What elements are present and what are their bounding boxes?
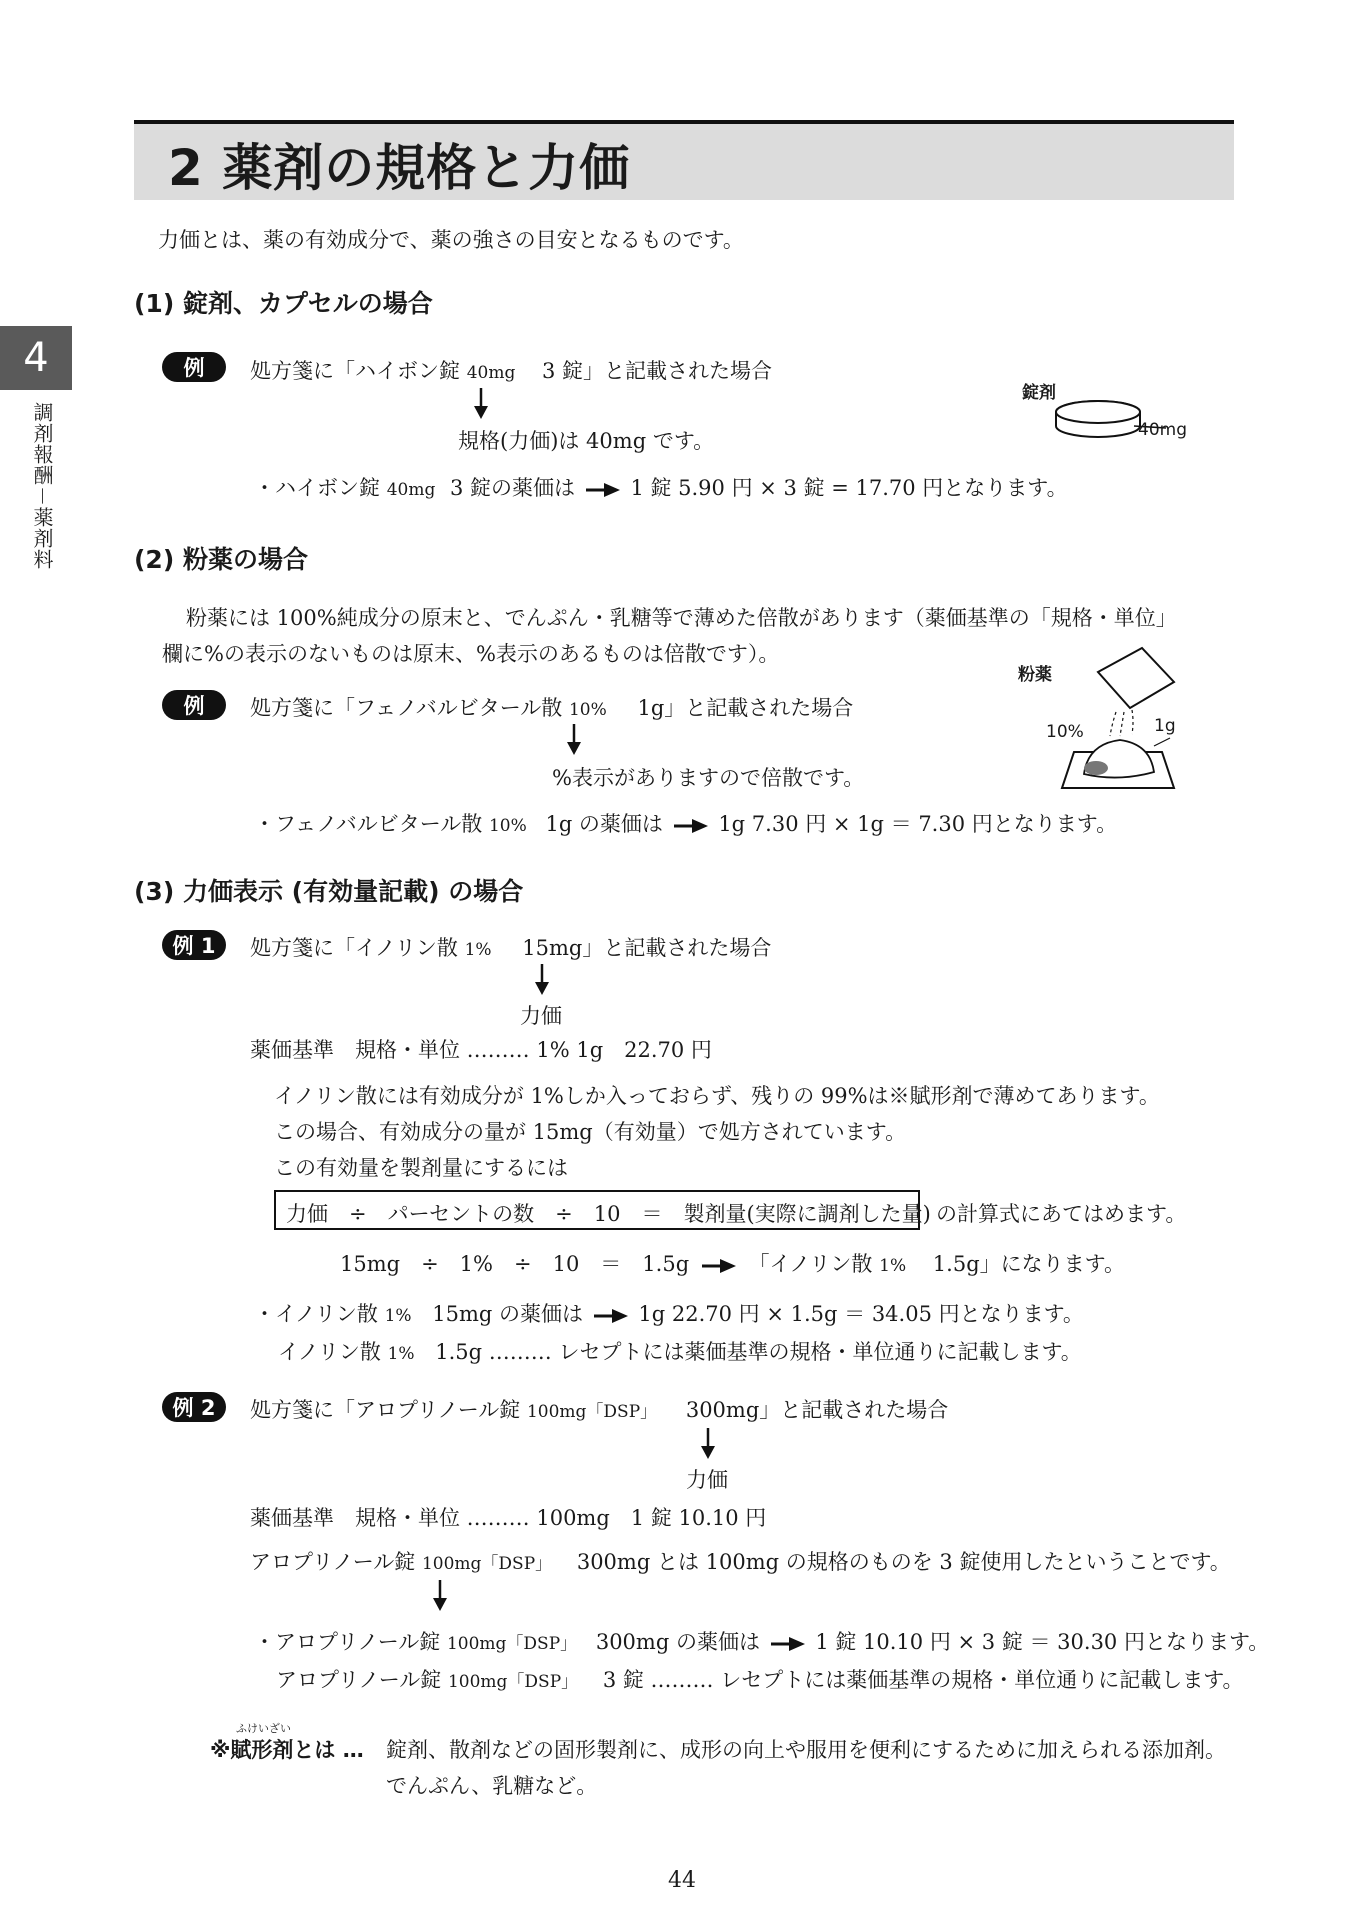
- arrow-right-icon: [586, 482, 620, 498]
- calculation-line: 15mg ÷ 1% ÷ 10 ＝ 1.5g 「イノリン散 1% 1.5g」になります。: [340, 1252, 1125, 1276]
- rx-line: 処方箋に「イノリン散 1% 15mg」と記載された場合: [250, 936, 772, 960]
- powder-figure-percent: 10%: [1046, 722, 1084, 742]
- page-number: 44: [668, 1868, 696, 1893]
- formula-text: 力価 ÷ パーセントの数 ÷ 10 ＝ 製剤量(実際に調剤した量): [286, 1202, 931, 1226]
- price-standard-line: 薬価基準 規格・単位 ……… 1% 1g 22.70 円: [250, 1038, 712, 1062]
- price-line: ・ハイボン錠 40mg 3 錠の薬価は 1 錠 5.90 円 × 3 錠 = 17.70 円となります。: [254, 476, 1068, 500]
- powder-paragraph-line-2: 欄に%の表示のないものは原末、%表示のあるものは倍散です）。: [162, 642, 780, 666]
- potency-label: 力価: [520, 1004, 562, 1028]
- formula-after-text: の計算式にあてはめます。: [936, 1202, 1187, 1226]
- powder-figure-label: 粉薬: [1018, 665, 1052, 685]
- footnote-term: ※賦形剤とは …: [210, 1738, 364, 1762]
- rx-line: 処方箋に「ハイボン錠 40mg 3 錠」と記載された場合: [250, 359, 773, 383]
- intro-text: 力価とは、薬の有効成分で、薬の強さの目安となるものです。: [158, 228, 744, 252]
- price-standard-line: 薬価基準 規格・単位 ……… 100mg 1 錠 10.10 円: [250, 1506, 767, 1530]
- price-line: ・イノリン散 1% 15mg の薬価は 1g 22.70 円 × 1.5g ＝ 34.05 円となります。: [254, 1302, 1084, 1326]
- arrow-right-icon: [771, 1636, 805, 1652]
- powder-paragraph-line-1: 粉薬には 100%純成分の原末と、でんぷん・乳糖等で薄めた倍散があります（薬価基準の「規格・単位」: [186, 606, 1177, 630]
- arrow-right-icon: [702, 1258, 736, 1274]
- arrow-right-icon: [594, 1308, 628, 1324]
- receipt-line: アロプリノール錠 100mg「DSP」 3 錠 ……… レセプトには薬価基準の規格・単位通りに記載します。: [276, 1668, 1244, 1692]
- arrow-down-icon: [566, 724, 582, 756]
- result-line: 規格(力価)は 40mg です。: [458, 429, 715, 453]
- example-badge: 例: [162, 690, 226, 720]
- arrow-down-icon: [432, 1580, 448, 1612]
- example-1-badge: 例 1: [162, 930, 226, 960]
- explanation-line: アロプリノール錠 100mg「DSP」 300mg とは 100mg の規格のものを 3 錠使用したということです。: [250, 1550, 1231, 1574]
- price-line: ・フェノバルビタール散 10% 1g の薬価は 1g 7.30 円 × 1g ＝ 7.30 円となります。: [254, 812, 1118, 836]
- powder-figure-grams: 1g: [1154, 716, 1176, 736]
- example-badge: 例: [162, 352, 226, 382]
- example-2-badge: 例 2: [162, 1392, 226, 1422]
- potency-label: 力価: [686, 1468, 728, 1492]
- rx-line: 処方箋に「フェノバルビタール散 10% 1g」と記載された場合: [250, 696, 854, 720]
- arrow-down-icon: [700, 1428, 716, 1460]
- section-heading-2: (2) 粉薬の場合: [134, 545, 308, 574]
- section-heading-3: (3) 力価表示 (有効量記載) の場合: [134, 877, 524, 906]
- note-line-3: この有効量を製剤量にするには: [274, 1156, 568, 1180]
- footnote-line-1: 錠剤、散剤などの固形製剤に、成形の向上や服用を便利にするために加えられる添加剤。: [386, 1738, 1226, 1762]
- receipt-line: イノリン散 1% 1.5g ……… レセプトには薬価基準の規格・単位通りに記載します。: [278, 1340, 1082, 1364]
- rx-line: 処方箋に「アロプリノール錠 100mg「DSP」 300mg」と記載された場合: [250, 1398, 949, 1422]
- price-line: ・アロプリノール錠 100mg「DSP」 300mg の薬価は 1 錠 10.10 円 × 3 錠 ＝ 30.30 円となります。: [254, 1630, 1270, 1654]
- tablet-figure-value: 40mg: [1138, 420, 1187, 440]
- chapter-side-label: 調剤報酬－薬剤料: [30, 402, 54, 570]
- arrow-right-icon: [674, 818, 708, 834]
- result-line: %表示がありますので倍散です。: [552, 766, 865, 790]
- note-line-2: この場合、有効成分の量が 15mg（有効量）で処方されています。: [274, 1120, 907, 1144]
- tablet-figure-label: 錠剤: [1022, 383, 1056, 403]
- footnote-line-2: でんぷん、乳糖など。: [386, 1774, 598, 1798]
- arrow-down-icon: [534, 964, 550, 996]
- chapter-tab: 4: [0, 326, 72, 390]
- page-title: 2 薬剤の規格と力価: [168, 139, 631, 197]
- arrow-down-icon: [473, 388, 489, 420]
- section-heading-1: (1) 錠剤、カプセルの場合: [134, 289, 433, 318]
- note-line-1: イノリン散には有効成分が 1%しか入っておらず、残りの 99%は※賦形剤で薄めてあります。: [274, 1084, 1160, 1108]
- footnote-ruby: ふけいざい: [236, 1722, 291, 1735]
